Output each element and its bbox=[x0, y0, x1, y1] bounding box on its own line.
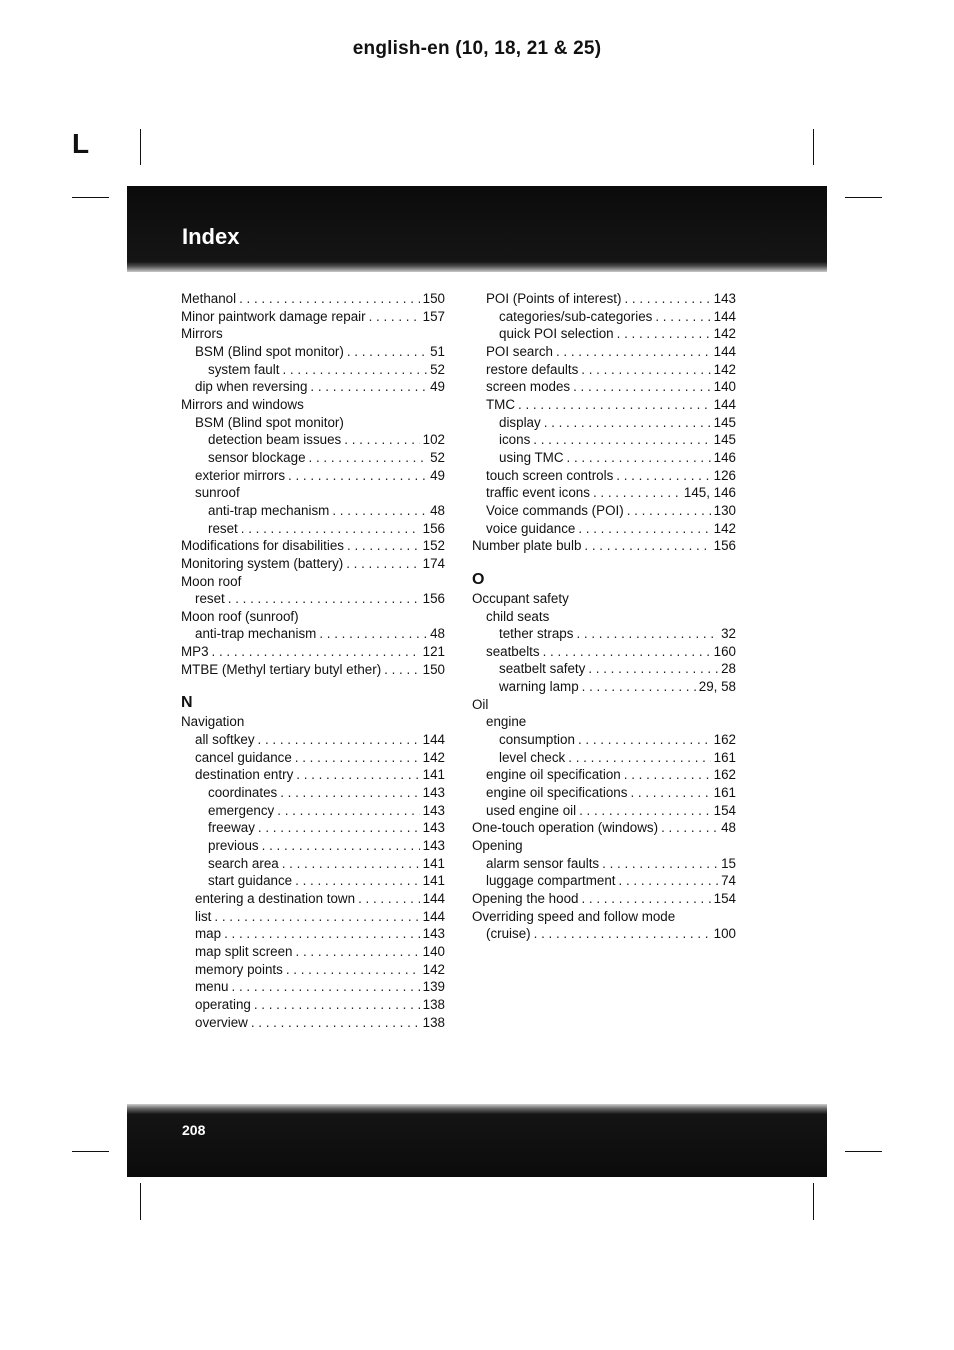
footer-band bbox=[127, 1104, 827, 1177]
index-entry bbox=[472, 749, 736, 767]
index-entry-term: using TMC bbox=[499, 449, 564, 465]
dot-leader bbox=[332, 502, 427, 520]
index-entry bbox=[472, 290, 736, 308]
index-entry-term: dip when reversing bbox=[195, 379, 308, 395]
index-entry-term: child seats bbox=[486, 608, 550, 624]
index-entry-page: 49 bbox=[430, 379, 445, 395]
index-entry bbox=[472, 625, 736, 643]
dot-leader bbox=[239, 290, 420, 308]
index-entry-page: 145, 146 bbox=[683, 485, 736, 501]
dot-leader bbox=[576, 625, 718, 643]
section-title: Index bbox=[182, 224, 240, 249]
index-entry bbox=[472, 378, 736, 396]
index-entry bbox=[181, 520, 445, 538]
index-entry-page: 146 bbox=[713, 449, 736, 465]
index-entry bbox=[472, 590, 736, 608]
dot-leader bbox=[295, 872, 420, 890]
index-entry-page: 49 bbox=[430, 467, 445, 483]
index-entry-term: Opening the hood bbox=[472, 891, 579, 906]
index-entry-term: (cruise) bbox=[486, 926, 531, 942]
index-entry-term: search area bbox=[208, 855, 279, 871]
index-entry-page: 143 bbox=[422, 802, 445, 818]
index-entry bbox=[472, 325, 736, 343]
index-entry-page: 145 bbox=[713, 432, 736, 448]
index-entry bbox=[181, 855, 445, 873]
index-entry-term: quick POI selection bbox=[499, 326, 614, 342]
index-column-right bbox=[472, 290, 736, 943]
index-entry-page: 140 bbox=[422, 943, 445, 959]
dot-leader bbox=[624, 290, 710, 308]
index-entry bbox=[181, 325, 445, 343]
index-entry-page: 144 bbox=[422, 908, 445, 924]
index-entry-page: 145 bbox=[713, 414, 736, 430]
index-entry-term: sunroof bbox=[195, 485, 240, 501]
index-entry-page: 121 bbox=[422, 644, 445, 660]
index-entry bbox=[181, 1014, 445, 1032]
index-entry-term: Modifications for disabilities bbox=[181, 538, 344, 554]
index-entry-term: cancel guidance bbox=[195, 749, 292, 765]
index-entry-term: overview bbox=[195, 1014, 248, 1030]
dot-leader bbox=[295, 749, 420, 767]
index-entry bbox=[472, 678, 736, 696]
index-entry-page: 144 bbox=[422, 732, 445, 748]
index-entry bbox=[472, 608, 736, 626]
dot-leader bbox=[578, 731, 711, 749]
index-entry bbox=[181, 625, 445, 643]
index-entry bbox=[472, 361, 736, 379]
dot-leader bbox=[232, 978, 420, 996]
index-entry-page: 141 bbox=[422, 855, 445, 871]
index-entry bbox=[181, 290, 445, 308]
dot-leader bbox=[224, 925, 420, 943]
index-entry-page: 143 bbox=[422, 838, 445, 854]
index-entry-term: used engine oil bbox=[486, 802, 577, 818]
index-entry bbox=[181, 978, 445, 996]
index-entry-page: 140 bbox=[713, 379, 736, 395]
index-entry bbox=[472, 872, 736, 890]
dot-leader bbox=[282, 361, 427, 379]
index-entry-term: map split screen bbox=[195, 943, 293, 959]
index-entry-term: exterior mirrors bbox=[195, 467, 286, 483]
index-entry-term: reset bbox=[195, 591, 225, 607]
index-entry-term: icons bbox=[499, 432, 531, 448]
index-entry-page: 144 bbox=[713, 396, 736, 412]
dot-leader bbox=[241, 520, 420, 538]
index-entry bbox=[472, 643, 736, 661]
dot-leader bbox=[588, 660, 718, 678]
index-entry bbox=[181, 502, 445, 520]
dot-leader bbox=[584, 537, 710, 555]
index-entry bbox=[181, 961, 445, 979]
index-entry-page: 142 bbox=[422, 749, 445, 765]
index-entry bbox=[472, 537, 736, 555]
crop-mark bbox=[140, 129, 141, 165]
index-entry-term: Moon roof bbox=[181, 573, 242, 589]
index-entry-term: Number plate bulb bbox=[472, 538, 582, 554]
index-entry-term: Opening bbox=[472, 838, 523, 854]
index-entry-term: destination entry bbox=[195, 767, 294, 783]
index-entry-term: traffic event icons bbox=[486, 485, 590, 501]
dot-leader bbox=[277, 802, 419, 820]
index-entry bbox=[472, 766, 736, 784]
index-entry-page: 100 bbox=[713, 926, 736, 942]
index-entry-page: 139 bbox=[422, 979, 445, 995]
crop-mark bbox=[72, 197, 109, 198]
dot-leader bbox=[619, 872, 719, 890]
index-entry-term: warning lamp bbox=[499, 679, 579, 695]
index-entry-term: reset bbox=[208, 520, 238, 536]
index-entry bbox=[472, 890, 736, 908]
index-entry-page: 154 bbox=[713, 802, 736, 818]
index-entry-term: Monitoring system (battery) bbox=[181, 555, 344, 571]
index-entry-page: 51 bbox=[430, 343, 445, 359]
crop-mark bbox=[140, 1183, 141, 1220]
index-entry-term: POI (Points of interest) bbox=[486, 291, 622, 306]
page-number: 208 bbox=[182, 1122, 206, 1138]
dot-leader bbox=[573, 378, 711, 396]
dot-leader bbox=[346, 555, 419, 573]
dot-leader bbox=[286, 961, 420, 979]
index-entry-term: display bbox=[499, 414, 541, 430]
index-entry bbox=[472, 925, 736, 943]
index-entry bbox=[472, 802, 736, 820]
index-entry bbox=[181, 361, 445, 379]
dot-leader bbox=[296, 943, 420, 961]
index-entry bbox=[472, 520, 736, 538]
index-entry-term: all softkey bbox=[195, 732, 255, 748]
index-entry bbox=[472, 343, 736, 361]
index-entry bbox=[181, 431, 445, 449]
index-entry-page: 138 bbox=[422, 996, 445, 1012]
index-entry-term: engine oil specification bbox=[486, 767, 621, 783]
index-entry-term: Mirrors bbox=[181, 326, 223, 342]
dot-leader bbox=[578, 520, 710, 538]
index-entry bbox=[181, 908, 445, 926]
index-entry-page: 130 bbox=[713, 502, 736, 518]
index-entry-page: 48 bbox=[721, 820, 736, 836]
index-entry bbox=[472, 396, 736, 414]
index-entry bbox=[181, 396, 445, 414]
index-entry-page: 156 bbox=[422, 591, 445, 607]
index-entry-term: touch screen controls bbox=[486, 467, 614, 483]
index-entry bbox=[472, 467, 736, 485]
index-entry-term: sensor blockage bbox=[208, 449, 306, 465]
dot-leader bbox=[617, 325, 711, 343]
index-entry bbox=[181, 484, 445, 502]
index-entry bbox=[181, 590, 445, 608]
index-entry bbox=[181, 890, 445, 908]
index-entry-page: 160 bbox=[713, 643, 736, 659]
index-entry-page: 141 bbox=[422, 873, 445, 889]
index-entry bbox=[181, 943, 445, 961]
index-entry-page: 154 bbox=[713, 891, 736, 906]
dot-leader bbox=[347, 343, 427, 361]
index-entry-term: Oil bbox=[472, 696, 489, 712]
index-entry-term: One-touch operation (windows) bbox=[472, 820, 659, 836]
dot-leader bbox=[568, 749, 710, 767]
index-entry-page: 126 bbox=[713, 467, 736, 483]
dot-leader bbox=[280, 784, 419, 802]
index-entry bbox=[181, 414, 445, 432]
index-entry-term: memory points bbox=[195, 961, 283, 977]
index-entry-page: 32 bbox=[721, 626, 736, 642]
crop-mark bbox=[813, 1183, 814, 1220]
index-entry-term: engine bbox=[486, 714, 527, 730]
index-entry bbox=[181, 837, 445, 855]
dot-leader bbox=[581, 890, 710, 908]
index-entry-page: 48 bbox=[430, 502, 445, 518]
dot-leader bbox=[347, 537, 420, 555]
index-entry-term: list bbox=[195, 908, 212, 924]
index-entry-term: Moon roof (sunroof) bbox=[181, 608, 299, 624]
index-entry bbox=[472, 484, 736, 502]
index-entry-term: Navigation bbox=[181, 714, 245, 730]
index-entry bbox=[181, 467, 445, 485]
index-entry-term: consumption bbox=[499, 732, 575, 748]
index-entry-page: 144 bbox=[422, 891, 445, 906]
dot-leader bbox=[319, 625, 427, 643]
dot-leader bbox=[556, 343, 711, 361]
index-entry-term: operating bbox=[195, 996, 251, 1012]
index-entry bbox=[472, 908, 736, 926]
index-entry-page: 144 bbox=[713, 308, 736, 324]
crop-mark bbox=[72, 1151, 109, 1152]
index-column-left bbox=[181, 290, 445, 1031]
index-entry bbox=[472, 713, 736, 731]
index-entry bbox=[181, 872, 445, 890]
index-entry-term: previous bbox=[208, 838, 259, 854]
index-entry-term: BSM (Blind spot monitor) bbox=[195, 414, 344, 430]
dot-leader bbox=[582, 678, 696, 696]
index-entry-page: 144 bbox=[713, 343, 736, 359]
dot-leader bbox=[624, 766, 711, 784]
index-entry-page: 150 bbox=[422, 661, 445, 677]
dot-leader bbox=[534, 925, 711, 943]
index-entry-page: 52 bbox=[430, 449, 445, 465]
index-entry bbox=[181, 731, 445, 749]
index-entry bbox=[181, 573, 445, 591]
dot-leader bbox=[258, 819, 420, 837]
dot-leader bbox=[228, 590, 420, 608]
document-header: english-en (10, 18, 21 & 25) bbox=[352, 38, 602, 59]
index-entry-term: map bbox=[195, 926, 222, 942]
dot-leader bbox=[567, 449, 711, 467]
dot-leader bbox=[630, 784, 710, 802]
index-entry-term: TMC bbox=[486, 396, 516, 412]
index-entry-page: 52 bbox=[430, 361, 445, 377]
index-entry-page: 143 bbox=[422, 820, 445, 836]
index-entry-page: 29, 58 bbox=[698, 679, 736, 695]
index-entry-page: 143 bbox=[422, 926, 445, 942]
dot-leader bbox=[282, 855, 420, 873]
index-entry-term: Occupant safety bbox=[472, 590, 569, 606]
index-entry-term: BSM (Blind spot monitor) bbox=[195, 343, 344, 359]
index-entry bbox=[181, 996, 445, 1014]
index-entry bbox=[181, 713, 445, 731]
index-entry bbox=[181, 608, 445, 626]
dot-leader bbox=[593, 484, 681, 502]
index-entry-term: Methanol bbox=[181, 291, 237, 306]
index-entry-term: Voice commands (POI) bbox=[486, 502, 624, 518]
index-entry-term: luggage compartment bbox=[486, 873, 616, 889]
index-entry bbox=[181, 925, 445, 943]
index-entry-page: 156 bbox=[713, 538, 736, 554]
index-entry bbox=[472, 308, 736, 326]
index-entry-page: 162 bbox=[713, 732, 736, 748]
index-entry-page: 143 bbox=[422, 785, 445, 801]
index-entry bbox=[181, 766, 445, 784]
index-entry-page: 157 bbox=[422, 308, 445, 324]
index-entry bbox=[472, 502, 736, 520]
index-entry bbox=[181, 784, 445, 802]
index-entry bbox=[181, 555, 445, 573]
dot-leader bbox=[212, 643, 420, 661]
index-entry bbox=[472, 855, 736, 873]
index-entry bbox=[181, 449, 445, 467]
index-entry-term: emergency bbox=[208, 802, 275, 818]
index-entry bbox=[472, 696, 736, 714]
index-entry-page: 152 bbox=[422, 538, 445, 554]
index-entry bbox=[472, 731, 736, 749]
dot-leader bbox=[288, 467, 427, 485]
dot-leader bbox=[309, 449, 428, 467]
index-entry-term: system fault bbox=[208, 361, 280, 377]
index-entry-page: 143 bbox=[713, 291, 736, 306]
index-entry bbox=[181, 819, 445, 837]
crop-mark bbox=[845, 1151, 882, 1152]
index-entry-page: 138 bbox=[422, 1014, 445, 1030]
index-entry bbox=[181, 661, 445, 679]
dot-leader bbox=[296, 766, 419, 784]
index-entry-term: anti-trap mechanism bbox=[208, 502, 330, 518]
dot-leader bbox=[358, 890, 420, 908]
index-entry-page: 142 bbox=[713, 326, 736, 342]
index-entry-page: 28 bbox=[721, 661, 736, 677]
dot-leader bbox=[544, 414, 711, 432]
dot-leader bbox=[533, 431, 710, 449]
index-entry-term: seatbelt safety bbox=[499, 661, 586, 677]
index-entry-term: screen modes bbox=[486, 379, 571, 395]
index-entry-term: Overriding speed and follow mode bbox=[472, 908, 676, 924]
index-entry bbox=[181, 537, 445, 555]
index-entry-page: 162 bbox=[713, 767, 736, 783]
index-entry bbox=[181, 378, 445, 396]
index-entry-term: restore defaults bbox=[486, 361, 579, 377]
dot-leader bbox=[602, 855, 718, 873]
dot-leader bbox=[262, 837, 420, 855]
index-entry bbox=[181, 308, 445, 326]
index-entry-page: 48 bbox=[430, 626, 445, 642]
index-entry bbox=[472, 414, 736, 432]
index-entry-term: level check bbox=[499, 749, 566, 765]
dot-leader bbox=[655, 308, 710, 326]
index-entry-term: Mirrors and windows bbox=[181, 396, 304, 412]
index-entry-term: freeway bbox=[208, 820, 255, 836]
index-entry bbox=[181, 802, 445, 820]
index-entry bbox=[472, 660, 736, 678]
index-entry bbox=[472, 449, 736, 467]
index-entry-term: POI search bbox=[486, 343, 553, 359]
index-entry-page: 142 bbox=[422, 961, 445, 977]
index-entry-term: detection beam issues bbox=[208, 432, 342, 448]
index-entry bbox=[472, 819, 736, 837]
index-entry-page: 141 bbox=[422, 767, 445, 783]
dot-leader bbox=[581, 361, 710, 379]
index-entry-term: categories/sub-categories bbox=[499, 308, 653, 324]
index-entry-term: voice guidance bbox=[486, 520, 576, 536]
dot-leader bbox=[627, 502, 711, 520]
index-entry-term: seatbelts bbox=[486, 643, 540, 659]
dot-leader bbox=[310, 378, 427, 396]
crop-mark bbox=[845, 197, 882, 198]
dot-leader bbox=[518, 396, 711, 414]
dot-leader bbox=[369, 308, 420, 326]
dot-leader bbox=[251, 1014, 420, 1032]
section-title-band bbox=[127, 186, 827, 272]
dot-leader bbox=[384, 661, 419, 679]
index-entry-page: 102 bbox=[422, 432, 445, 448]
dot-leader bbox=[344, 431, 419, 449]
index-entry-page: 174 bbox=[422, 555, 445, 571]
index-entry bbox=[472, 431, 736, 449]
dot-leader bbox=[543, 643, 711, 661]
dot-leader bbox=[661, 819, 718, 837]
index-entry bbox=[181, 749, 445, 767]
index-entry-term: anti-trap mechanism bbox=[195, 626, 317, 642]
index-entry-page: 161 bbox=[713, 749, 736, 765]
index-entry-page: 15 bbox=[721, 855, 736, 871]
index-entry-term: start guidance bbox=[208, 873, 293, 889]
index-entry-term: Minor paintwork damage repair bbox=[181, 308, 366, 324]
index-section-letter: N bbox=[181, 694, 193, 712]
index-entry-term: MTBE (Methyl tertiary butyl ether) bbox=[181, 661, 382, 677]
dot-leader bbox=[258, 731, 420, 749]
index-entry-page: 142 bbox=[713, 361, 736, 377]
index-entry-term: entering a destination town bbox=[195, 891, 356, 906]
corner-letter-mark: L bbox=[72, 128, 90, 159]
dot-leader bbox=[579, 802, 711, 820]
crop-mark bbox=[813, 129, 814, 165]
index-entry-page: 142 bbox=[713, 520, 736, 536]
index-entry-page: 150 bbox=[422, 291, 445, 306]
index-entry-term: MP3 bbox=[181, 644, 209, 660]
dot-leader bbox=[616, 467, 710, 485]
index-entry bbox=[472, 837, 736, 855]
index-entry bbox=[181, 643, 445, 661]
index-entry bbox=[181, 343, 445, 361]
index-entry-term: tether straps bbox=[499, 626, 574, 642]
index-entry-term: alarm sensor faults bbox=[486, 855, 600, 871]
dot-leader bbox=[214, 908, 419, 926]
dot-leader bbox=[254, 996, 420, 1014]
index-entry-page: 156 bbox=[422, 520, 445, 536]
index-entry bbox=[472, 784, 736, 802]
index-entry-term: coordinates bbox=[208, 785, 278, 801]
index-entry-term: engine oil specifications bbox=[486, 785, 628, 801]
index-entry-page: 74 bbox=[721, 873, 736, 889]
index-entry-term: menu bbox=[195, 979, 229, 995]
index-entry-page: 161 bbox=[713, 785, 736, 801]
index-section-letter: O bbox=[472, 570, 485, 588]
